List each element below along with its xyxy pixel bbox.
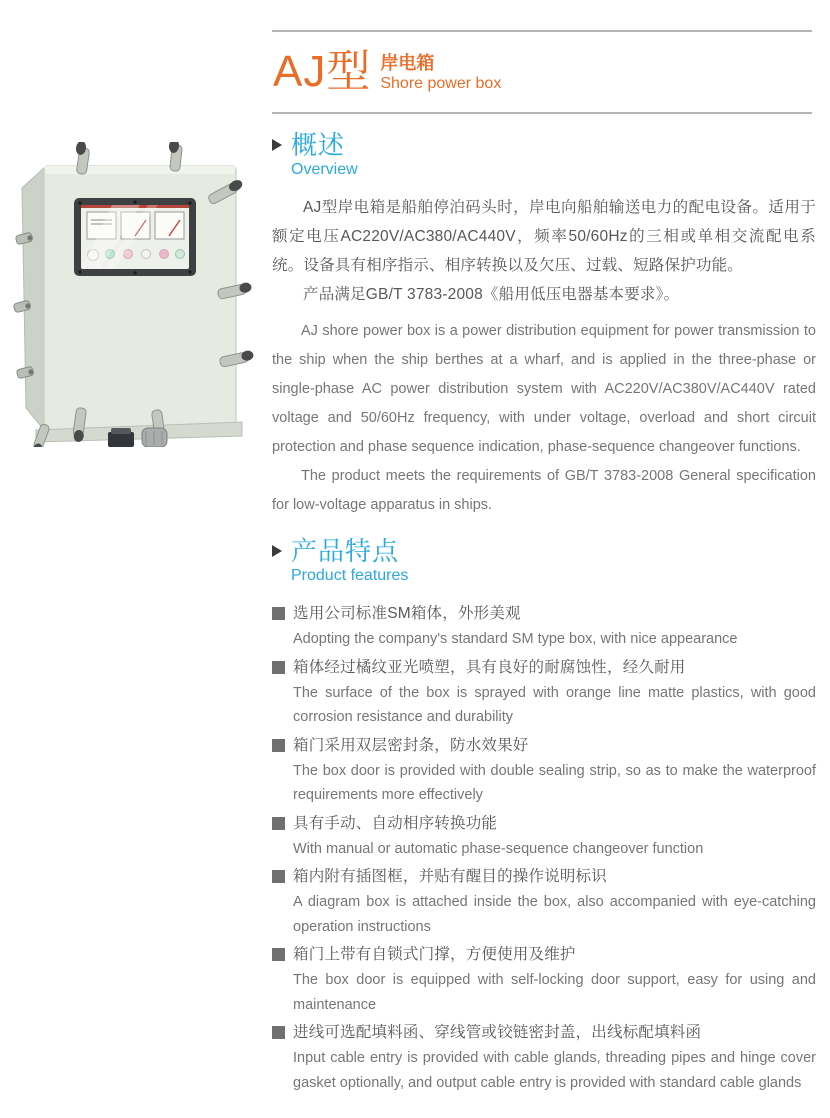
feature-item bbox=[272, 1020, 816, 1095]
feature-cn-text: 选用公司标准SM箱体，外形美观 bbox=[293, 605, 521, 622]
product-title-sub bbox=[380, 53, 501, 98]
section-marker-icon bbox=[272, 139, 282, 151]
product-title-en: Shore power box bbox=[380, 75, 502, 92]
page-title bbox=[273, 46, 501, 98]
features-heading-cn: 产品特点 bbox=[291, 536, 400, 566]
shore-power-box-illustration bbox=[8, 142, 258, 447]
overview-chinese-text bbox=[272, 193, 816, 309]
feature-item bbox=[272, 864, 816, 939]
feature-cn-text: 箱门采用双层密封条，防水效果好 bbox=[293, 736, 529, 754]
header-bottom-divider bbox=[272, 112, 812, 114]
feature-en: The surface of the box is sprayed with orange line matte plastics, with good corrosion resistance and durability bbox=[293, 684, 816, 725]
square-bullet-icon bbox=[272, 948, 285, 961]
feature-en: With manual or automatic phase-sequence changeover function bbox=[293, 840, 704, 857]
overview-heading bbox=[272, 130, 816, 180]
feature-en: The box door is provided with double sealing strip, so as to make the waterproof requirements more effectively bbox=[293, 762, 816, 803]
feature-cn-text: 具有手动、自动相序转换功能 bbox=[293, 814, 498, 832]
feature-cn-text: 箱体经过橘纹亚光喷塑，具有良好的耐腐蚀性，经久耐用 bbox=[293, 658, 686, 676]
feature-item bbox=[272, 655, 816, 730]
feature-cn-text: 箱门上带有自锁式门撑，方便使用及维护 bbox=[293, 946, 576, 963]
features-section bbox=[272, 536, 816, 1098]
square-bullet-icon bbox=[272, 607, 285, 620]
feature-cn bbox=[272, 942, 816, 967]
feature-item bbox=[272, 942, 816, 1017]
feature-cn bbox=[272, 1020, 816, 1045]
overview-cn-paragraph-1: AJ型岸电箱是船舶停泊码头时，岸电向船舶输送电力的配电设备。适用于额定电压AC220V/AC380/AC440V，频率50/60Hz的三相或单相交流配电系统。设备具有相序指示、相序转换以及欠压、过载、短路保护功能。 bbox=[272, 199, 816, 274]
product-model: AJ型 bbox=[273, 47, 372, 96]
product-photo bbox=[8, 142, 258, 447]
square-bullet-icon bbox=[272, 739, 285, 752]
feature-en: The box door is equipped with self-locking door support, easy for using and maintenance bbox=[293, 972, 816, 1013]
feature-cn-text: 箱内附有插图框，并贴有醒目的操作说明标识 bbox=[293, 868, 608, 885]
feature-en: A diagram box is attached inside the box, also accompanied with eye-catching operation instructions bbox=[293, 894, 816, 935]
feature-cn bbox=[272, 655, 816, 680]
feature-item bbox=[272, 811, 816, 862]
features-heading-en: Product features bbox=[291, 567, 409, 584]
feature-cn bbox=[272, 864, 816, 889]
overview-en-paragraph-2: The product meets the requirements of GB/T 3783-2008 General specification for low-voltage apparatus in ships. bbox=[272, 468, 816, 513]
feature-item bbox=[272, 733, 816, 808]
overview-en-paragraph-1: AJ shore power box is a power distribution equipment for power transmission to the ship when the ship berthes at a wharf, and is applied in the three-phase or single-phase AC power distribution system with AC220V/AC380V/AC440V rated voltage and 50/60Hz frequency, with under voltage, overload and short circuit protection and phase sequence indication, phase-sequence changeover functions. bbox=[272, 323, 816, 455]
overview-heading-cn: 概述 bbox=[291, 130, 346, 160]
feature-cn bbox=[272, 601, 816, 626]
overview-cn-paragraph-2: 产品满足GB/T 3783-2008《船用低压电器基本要求》。 bbox=[303, 286, 680, 303]
square-bullet-icon bbox=[272, 661, 285, 674]
overview-heading-en: Overview bbox=[291, 161, 358, 178]
feature-en: Adopting the company's standard SM type box, with nice appearance bbox=[293, 631, 738, 647]
features-heading bbox=[272, 536, 816, 586]
feature-cn bbox=[272, 811, 816, 836]
section-marker-icon bbox=[272, 545, 282, 557]
feature-en: Input cable entry is provided with cable glands, threading pipes and hinge cover gasket optionally, and output cable entry is provided with standard cable glands bbox=[293, 1050, 816, 1091]
square-bullet-icon bbox=[272, 1026, 285, 1039]
overview-english-text bbox=[272, 317, 816, 520]
feature-item bbox=[272, 601, 816, 652]
feature-cn-text: 进线可选配填料函、穿线管或铰链密封盖，出线标配填料函 bbox=[293, 1024, 702, 1041]
square-bullet-icon bbox=[272, 870, 285, 883]
feature-cn bbox=[272, 733, 816, 758]
features-list bbox=[272, 601, 816, 1095]
product-title-cn: 岸电箱 bbox=[380, 53, 435, 73]
header-top-divider bbox=[272, 30, 812, 32]
square-bullet-icon bbox=[272, 817, 285, 830]
overview-section bbox=[272, 130, 816, 520]
